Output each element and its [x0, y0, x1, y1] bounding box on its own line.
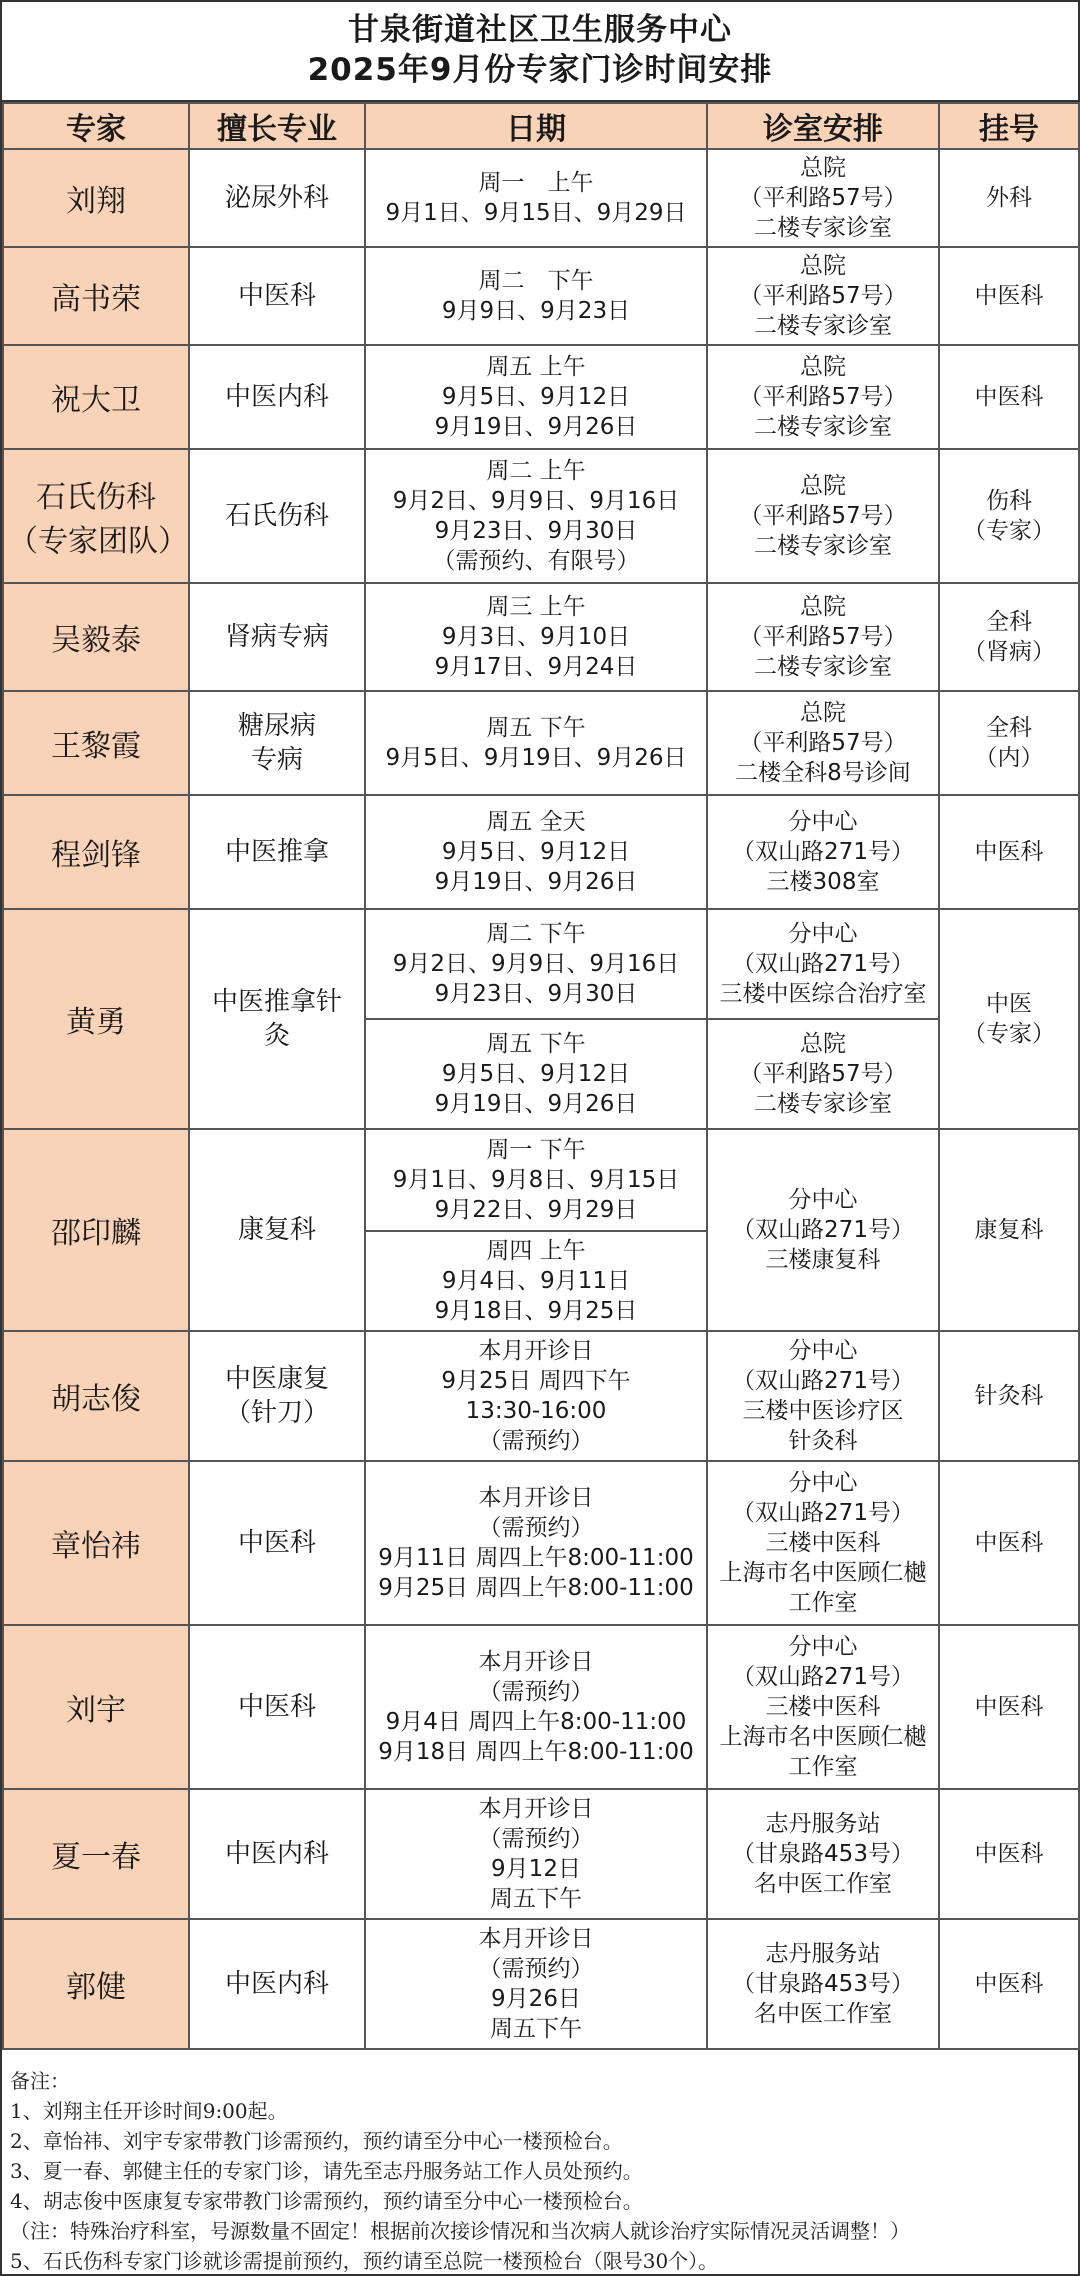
specialty-line: 康复科: [237, 1215, 316, 1245]
registration-line: 针灸科: [974, 1383, 1044, 1409]
registration-cell: [939, 691, 1079, 795]
date-line: 周二 上午: [486, 458, 586, 484]
header-expert: 专家: [3, 103, 189, 149]
registration-line: 伤科: [986, 488, 1032, 514]
room-line: 二楼专家诊室: [754, 533, 892, 559]
room-cell: [707, 1129, 939, 1331]
date-line: 本月开诊日: [478, 1485, 594, 1511]
room-line: （平利路57号）: [739, 503, 907, 529]
registration-line: 中医科: [974, 1694, 1044, 1720]
date-line: （需预约）: [478, 1515, 594, 1541]
date-line: 9月1日、9月8日、9月15日: [392, 1167, 680, 1193]
date-line: 本月开诊日: [478, 1926, 594, 1952]
specialty-cell: [189, 345, 365, 449]
room-line: 二楼全科8号诊间: [735, 760, 911, 786]
specialty-cell: [189, 909, 365, 1129]
room-cell: [707, 1019, 939, 1129]
room-line: 总院: [800, 700, 846, 726]
date-line: 周一 上午: [478, 170, 594, 196]
registration-line: 中医科: [974, 839, 1044, 865]
registration-cell: [939, 795, 1079, 909]
table-row: [3, 909, 1079, 1019]
date-line: 9月19日、9月26日: [434, 1091, 638, 1117]
expert-cell: [3, 449, 189, 583]
date-cell: [365, 795, 707, 909]
specialty-line: 中医科: [237, 281, 316, 311]
registration-line: （专家）: [963, 518, 1055, 544]
expert-line: 刘翔: [66, 184, 126, 219]
room-line: （双山路271号）: [732, 1368, 914, 1394]
specialty-line: 中医内科: [224, 382, 329, 412]
table-row: [3, 795, 1079, 909]
specialty-line: 中医推拿针: [211, 987, 342, 1017]
registration-line: 全科: [986, 609, 1032, 635]
room-line: 上海市名中医顾仁樾: [719, 1724, 927, 1750]
room-line: 三楼康复科: [765, 1247, 881, 1273]
date-line: 9月9日、9月23日: [441, 298, 631, 324]
date-line: 本月开诊日: [478, 1649, 594, 1675]
room-line: （双山路271号）: [732, 839, 914, 865]
registration-line: （内）: [974, 745, 1044, 771]
page-subtitle: 2025年9月份专家门诊时间安排: [307, 52, 773, 88]
date-cell: [365, 1019, 707, 1129]
date-line: 9月23日、9月30日: [434, 518, 638, 544]
registration-cell: [939, 1625, 1079, 1789]
date-cell: [365, 449, 707, 583]
date-line: 9月5日、9月12日: [441, 839, 631, 865]
date-line: 周二 下午: [486, 921, 586, 947]
date-line: 9月4日 周四上午8:00-11:00: [385, 1709, 687, 1735]
registration-line: 中医科: [974, 1971, 1044, 1997]
room-line: 总院: [800, 594, 846, 620]
room-line: （平利路57号）: [739, 384, 907, 410]
registration-cell: [939, 345, 1079, 449]
expert-cell: [3, 345, 189, 449]
room-line: 总院: [800, 473, 846, 499]
room-line: 总院: [800, 253, 846, 279]
note-line: 3、夏一春、郭健主任的专家门诊，请先至志丹服务站工作人员处预约。: [10, 2159, 643, 2183]
table-row: [3, 149, 1079, 247]
expert-line: 石氏伤科: [36, 480, 156, 515]
expert-cell: [3, 1919, 189, 2049]
expert-line: 郭健: [66, 1970, 126, 2005]
room-cell: [707, 1625, 939, 1789]
date-cell: [365, 345, 707, 449]
date-line: 本月开诊日: [478, 1796, 594, 1822]
date-cell: [365, 1789, 707, 1919]
date-line: 周五下午: [490, 1886, 582, 1912]
table-row: [3, 345, 1079, 449]
title-block: [2, 2, 1078, 102]
registration-line: 中医: [986, 991, 1032, 1017]
table-row: [3, 1919, 1079, 2049]
date-line: 9月12日: [491, 1856, 581, 1882]
notes-heading: 备注：: [10, 2069, 70, 2093]
registration-line: 外科: [986, 185, 1032, 211]
table-row: [3, 449, 1079, 583]
table-row: [3, 1461, 1079, 1625]
specialty-cell: [189, 449, 365, 583]
expert-cell: [3, 909, 189, 1129]
table-row: [3, 1789, 1079, 1919]
date-line: 9月5日、9月12日: [441, 1061, 631, 1087]
registration-cell: [939, 1789, 1079, 1919]
specialty-line: 中医科: [237, 1528, 316, 1558]
page-title: 甘泉街道社区卫生服务中心: [348, 12, 732, 48]
registration-cell: [939, 1331, 1079, 1461]
room-line: 分中心: [788, 1338, 858, 1364]
table-row: [3, 1129, 1079, 1231]
expert-cell: [3, 795, 189, 909]
room-line: 名中医工作室: [754, 2001, 892, 2027]
expert-line: 高书荣: [51, 282, 141, 317]
room-line: 分中心: [788, 1187, 858, 1213]
date-line: 9月25日 周四上午8:00-11:00: [378, 1575, 694, 1601]
specialty-cell: [189, 691, 365, 795]
room-line: （双山路271号）: [732, 1664, 914, 1690]
date-cell: [365, 691, 707, 795]
room-line: 分中心: [788, 921, 858, 947]
room-line: 三楼中医诊疗区: [742, 1398, 904, 1424]
specialty-cell: [189, 1625, 365, 1789]
room-line: 总院: [800, 1031, 846, 1057]
date-line: 9月5日、9月12日: [441, 384, 631, 410]
registration-cell: [939, 1461, 1079, 1625]
registration-cell: [939, 449, 1079, 583]
note-line: 5、石氏伤科专家门诊就诊需提前预约，预约请至总院一楼预检台（限号30个）。: [10, 2249, 719, 2273]
date-line: 9月23日、9月30日: [434, 981, 638, 1007]
specialty-line: 石氏伤科: [224, 501, 329, 531]
date-cell: [365, 1129, 707, 1231]
table-row: [3, 247, 1079, 345]
date-line: 9月26日: [491, 1986, 581, 2012]
expert-cell: [3, 1331, 189, 1461]
expert-cell: [3, 149, 189, 247]
date-cell: [365, 1331, 707, 1461]
room-cell: [707, 583, 939, 691]
date-line: 周五 全天: [486, 809, 586, 835]
registration-line: 中医科: [974, 283, 1044, 309]
registration-line: 中医科: [974, 384, 1044, 410]
date-cell: [365, 1919, 707, 2049]
room-line: （平利路57号）: [739, 730, 907, 756]
registration-cell: [939, 909, 1079, 1129]
room-line: （平利路57号）: [739, 283, 907, 309]
expert-line: 胡志俊: [51, 1382, 141, 1417]
room-line: 名中医工作室: [754, 1871, 892, 1897]
room-line: 三楼中医科: [765, 1530, 881, 1556]
registration-cell: [939, 247, 1079, 345]
expert-cell: [3, 1461, 189, 1625]
note-line: 2、章怡祎、刘宇专家带教门诊需预约，预约请至分中心一楼预检台。: [10, 2129, 623, 2153]
specialty-cell: [189, 1789, 365, 1919]
table-row: [3, 691, 1079, 795]
expert-cell: [3, 1625, 189, 1789]
registration-cell: [939, 1919, 1079, 2049]
date-line: 9月22日、9月29日: [434, 1197, 638, 1223]
room-line: （双山路271号）: [732, 1217, 914, 1243]
room-line: 三楼中医科: [765, 1694, 881, 1720]
specialty-line: （针刀）: [224, 1398, 329, 1428]
date-line: 9月19日、9月26日: [434, 414, 638, 440]
room-line: 针灸科: [788, 1428, 858, 1454]
room-line: 二楼专家诊室: [754, 1091, 892, 1117]
room-line: （甘泉路453号）: [732, 1841, 914, 1867]
date-line: 周四 上午: [486, 1238, 586, 1264]
room-line: 工作室: [788, 1590, 858, 1616]
date-cell: [365, 1625, 707, 1789]
specialty-cell: [189, 247, 365, 345]
specialty-line: 专病: [250, 745, 303, 775]
table-row: [3, 583, 1079, 691]
registration-cell: [939, 149, 1079, 247]
room-line: 二楼专家诊室: [754, 313, 892, 339]
room-line: （平利路57号）: [739, 624, 907, 650]
room-line: 工作室: [788, 1754, 858, 1780]
expert-cell: [3, 691, 189, 795]
date-line: 9月18日、9月25日: [434, 1298, 638, 1324]
specialty-cell: [189, 149, 365, 247]
expert-line: 程剑锋: [51, 838, 141, 873]
registration-line: 康复科: [974, 1217, 1044, 1243]
header-row: [3, 103, 1079, 149]
specialty-cell: [189, 1919, 365, 2049]
room-cell: [707, 247, 939, 345]
registration-line: 全科: [986, 715, 1032, 741]
date-line: 本月开诊日: [478, 1338, 594, 1364]
expert-line: 黄勇: [66, 1005, 126, 1040]
expert-cell: [3, 247, 189, 345]
room-cell: [707, 1789, 939, 1919]
room-line: 三楼中医综合治疗室: [719, 981, 927, 1007]
room-line: 志丹服务站: [765, 1941, 881, 1967]
notes-section: [2, 2050, 1078, 2276]
date-line: 9月4日、9月11日: [441, 1268, 631, 1294]
specialty-line: 中医内科: [224, 1969, 329, 1999]
table-row: [3, 1331, 1079, 1461]
date-line: （需预约）: [478, 1956, 594, 1982]
specialty-line: 中医内科: [224, 1839, 329, 1869]
room-cell: [707, 1919, 939, 2049]
room-cell: [707, 691, 939, 795]
room-line: 总院: [800, 155, 846, 181]
room-line: （双山路271号）: [732, 1500, 914, 1526]
registration-line: 中医科: [974, 1530, 1044, 1556]
room-line: 二楼专家诊室: [754, 215, 892, 241]
room-cell: [707, 449, 939, 583]
room-line: 二楼专家诊室: [754, 654, 892, 680]
date-line: （需预约）: [478, 1428, 594, 1454]
room-cell: [707, 1331, 939, 1461]
date-line: 周二 下午: [478, 268, 594, 294]
date-cell: [365, 909, 707, 1019]
room-line: 总院: [800, 354, 846, 380]
specialty-cell: [189, 1331, 365, 1461]
date-line: 周五 下午: [486, 1031, 586, 1057]
date-line: 9月25日 周四下午: [441, 1368, 631, 1394]
room-line: 志丹服务站: [765, 1811, 881, 1837]
date-line: 周五 上午: [486, 354, 586, 380]
date-line: 9月3日、9月10日: [441, 624, 631, 650]
room-line: （双山路271号）: [732, 951, 914, 977]
specialty-cell: [189, 1461, 365, 1625]
expert-line: 祝大卫: [51, 383, 141, 418]
specialty-cell: [189, 583, 365, 691]
date-cell: [365, 247, 707, 345]
date-line: 9月17日、9月24日: [434, 654, 638, 680]
room-line: 分中心: [788, 1634, 858, 1660]
date-line: 9月2日、9月9日、9月16日: [392, 951, 680, 977]
date-line: 9月1日、9月15日、9月29日: [385, 200, 687, 226]
registration-cell: [939, 583, 1079, 691]
specialty-line: 灸: [263, 1021, 290, 1051]
note-line: 1、刘翔主任开诊时间9:00起。: [10, 2099, 288, 2123]
expert-line: 王黎霞: [51, 729, 141, 764]
specialty-line: 肾病专病: [224, 622, 329, 652]
expert-cell: [3, 583, 189, 691]
expert-line: 刘宇: [66, 1693, 126, 1728]
room-cell: [707, 795, 939, 909]
date-line: （需预约）: [478, 1679, 594, 1705]
room-line: （甘泉路453号）: [732, 1971, 914, 1997]
room-line: 上海市名中医顾仁樾: [719, 1560, 927, 1586]
note-line: 4、胡志俊中医康复专家带教门诊需预约，预约请至分中心一楼预检台。: [10, 2189, 643, 2213]
date-line: 9月18日 周四上午8:00-11:00: [378, 1739, 694, 1765]
expert-cell: [3, 1789, 189, 1919]
specialty-line: 糖尿病: [237, 711, 316, 741]
registration-line: 中医科: [974, 1841, 1044, 1867]
specialty-cell: [189, 795, 365, 909]
expert-line: （专家团队）: [8, 524, 188, 559]
date-line: 周三 上午: [486, 594, 586, 620]
specialty-line: 中医康复: [224, 1364, 329, 1394]
registration-cell: [939, 1129, 1079, 1331]
date-line: （需预约、有限号）: [432, 548, 640, 574]
date-line: 9月11日 周四上午8:00-11:00: [378, 1545, 694, 1571]
date-line: 9月2日、9月9日、9月16日: [392, 488, 680, 514]
specialty-line: 中医推拿: [224, 837, 329, 867]
header-registration: 挂号: [939, 103, 1079, 149]
note-line: （注：特殊治疗科室，号源数量不固定！根据前次接诊情况和当次病人就诊治疗实际情况灵活调整！）: [10, 2219, 910, 2243]
room-cell: [707, 345, 939, 449]
date-line: （需预约）: [478, 1826, 594, 1852]
specialty-line: 泌尿外科: [224, 183, 329, 213]
room-cell: [707, 149, 939, 247]
date-line: 周一 下午: [486, 1137, 586, 1163]
specialty-cell: [189, 1129, 365, 1331]
expert-line: 夏一春: [51, 1840, 141, 1875]
registration-line: （肾病）: [963, 639, 1055, 665]
schedule-body: [3, 149, 1079, 2049]
expert-cell: [3, 1129, 189, 1331]
room-line: 分中心: [788, 809, 858, 835]
date-line: 9月5日、9月19日、9月26日: [385, 745, 687, 771]
date-cell: [365, 1461, 707, 1625]
specialty-line: 中医科: [237, 1692, 316, 1722]
header-specialty: 擅长专业: [189, 103, 365, 149]
expert-line: 吴毅泰: [51, 623, 141, 658]
room-line: 二楼专家诊室: [754, 414, 892, 440]
schedule-table: [2, 102, 1080, 2050]
date-cell: [365, 583, 707, 691]
table-row: [3, 1625, 1079, 1789]
room-cell: [707, 909, 939, 1019]
registration-line: （专家）: [963, 1021, 1055, 1047]
room-line: 分中心: [788, 1470, 858, 1496]
date-line: 9月19日、9月26日: [434, 869, 638, 895]
date-line: 13:30-16:00: [465, 1398, 607, 1424]
room-line: 三楼308室: [766, 869, 880, 895]
date-cell: [365, 149, 707, 247]
expert-line: 章怡祎: [51, 1529, 141, 1564]
room-cell: [707, 1461, 939, 1625]
expert-line: 邵印麟: [51, 1216, 141, 1251]
date-line: 周五下午: [490, 2016, 582, 2042]
header-room: 诊室安排: [707, 103, 939, 149]
header-date: 日期: [365, 103, 707, 149]
date-cell: [365, 1231, 707, 1331]
room-line: （平利路57号）: [739, 1061, 907, 1087]
date-line: 周五 下午: [486, 715, 586, 741]
room-line: （平利路57号）: [739, 185, 907, 211]
